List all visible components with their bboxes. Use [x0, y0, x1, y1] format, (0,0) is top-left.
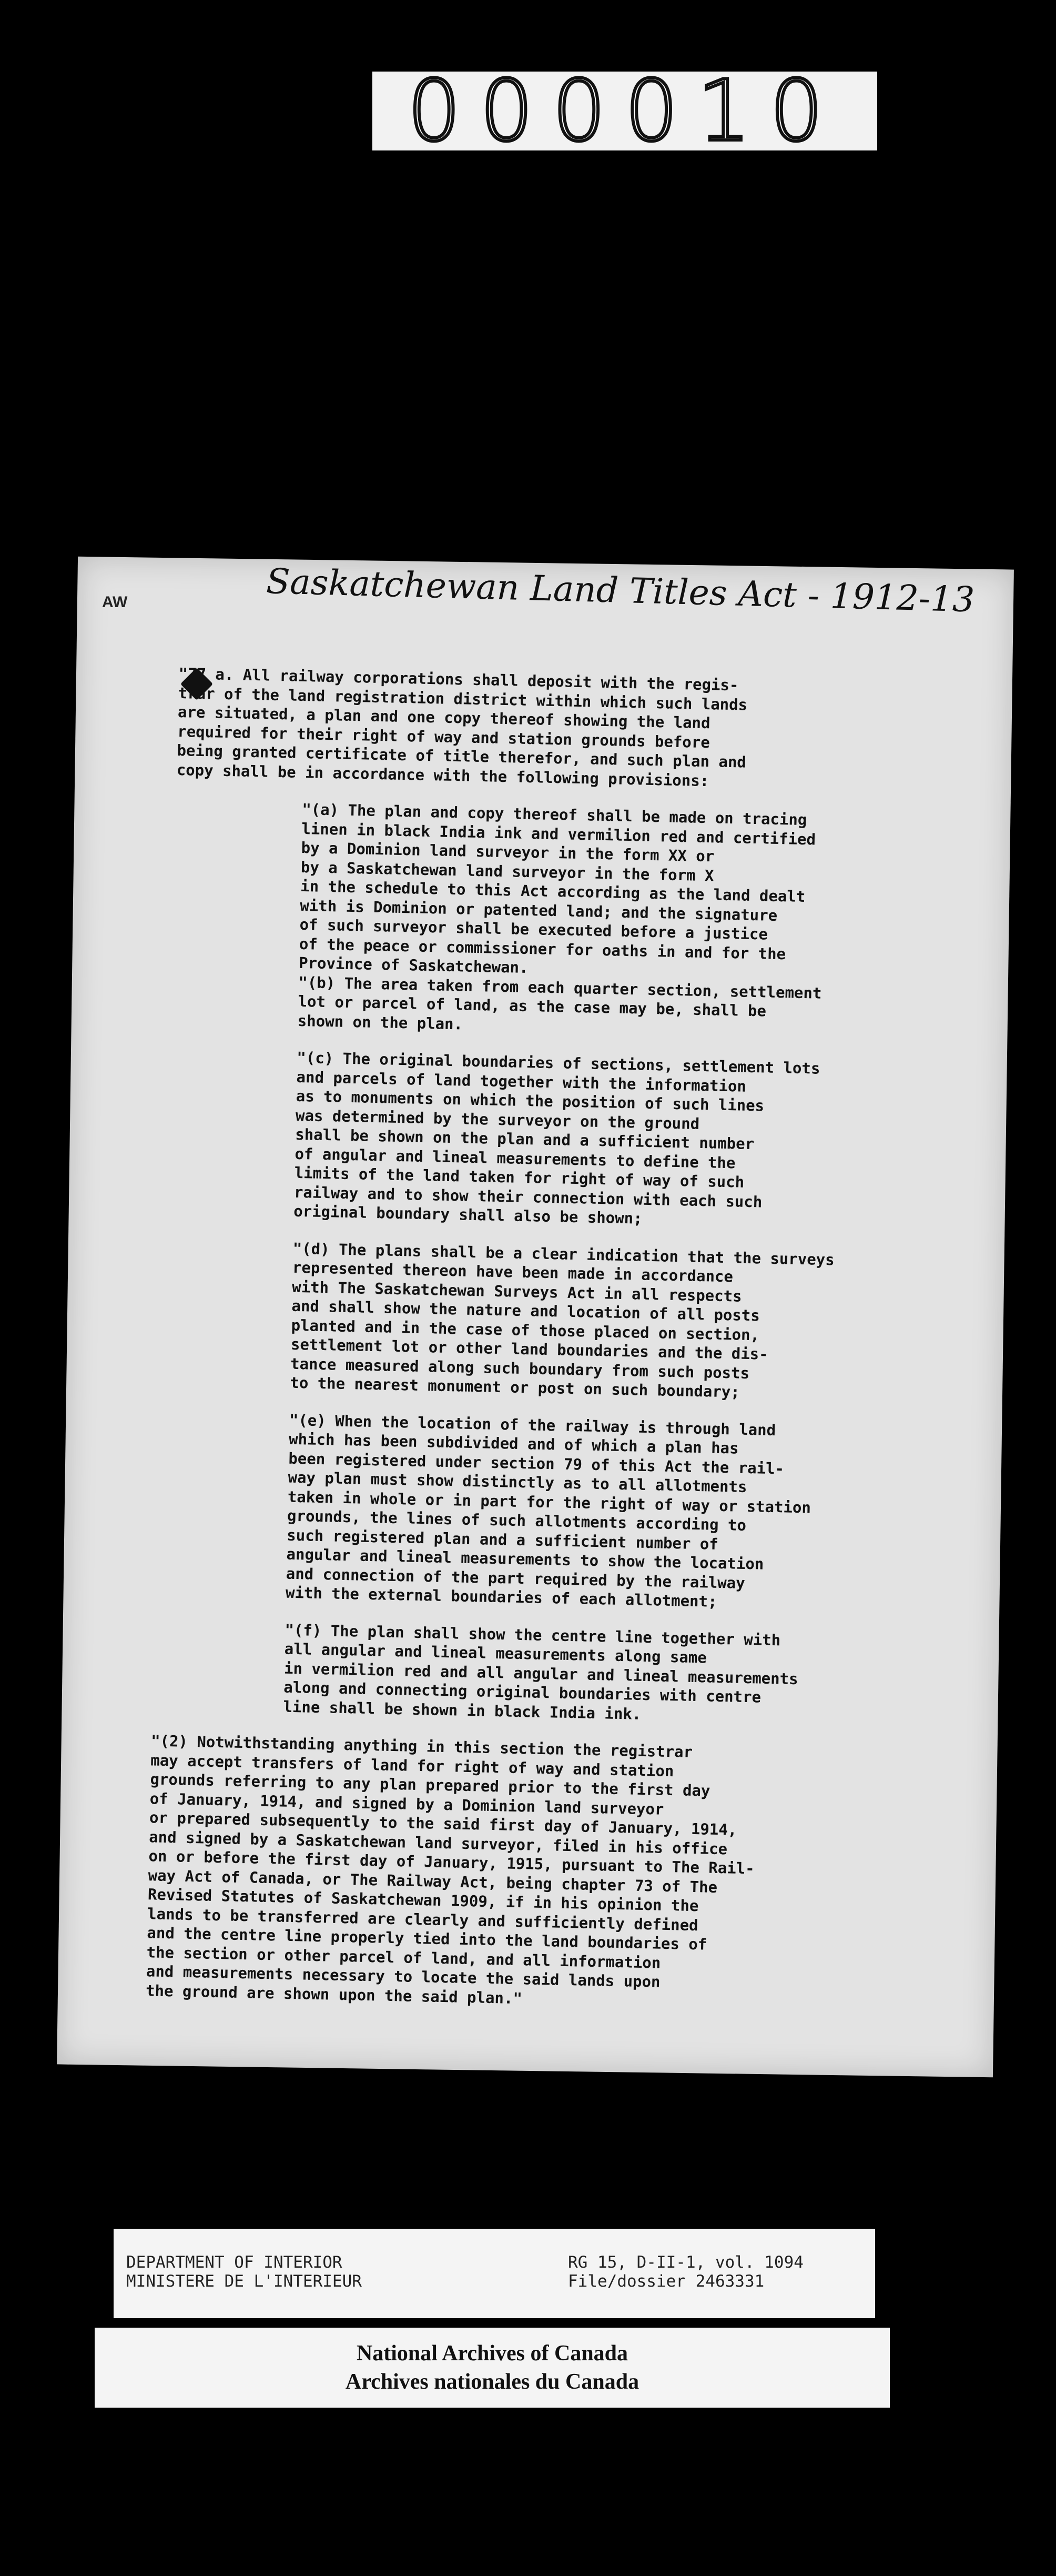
department-en: DEPARTMENT OF INTERIOR — [126, 2253, 342, 2272]
archives-bar — [95, 2328, 890, 2408]
initials: AW — [102, 593, 128, 611]
frame-counter — [372, 62, 877, 160]
clause-d: "(d) The plans shall be a clear indication that the surveys represented thereon have been made in accordance with The Saskatchewan Surveys Act in all respects and shall show the nature and location of all posts planted and in the case of those placed on section, settlement lot or other land boundaries and the dis- tance measured along such boundary from such posts to the nearest monument or post on such boundary; — [290, 1239, 835, 1401]
subsection-2: "(2) Notwithstanding anything in this section the registrar may accept transfers of land for right of way and station grounds referring to any plan prepared prior to the first day of January, 1914, and signed by a Dominion land surveyor or prepared subsequently to the said first day of January, 1914, and signed by a Saskatchewan land surveyor, filed in his office on or before the first day of January, 1915, pursuant to The Rail- way Act of Canada, or The Railway Act, being chapter 73 of The Revised Statutes of Saskatchewan 1909, if in his opinion the lands to be transferred are clearly and sufficiently defined and the centre line properly tied into the land boundaries of the section or other parcel of land, and all information and measurements necessary to locate the said lands upon the ground are shown upon the said plan." — [145, 1732, 755, 2007]
department-fr: MINISTERE DE L'INTERIEUR — [126, 2272, 362, 2291]
record-group: RG 15, D-II-1, vol. 1094 — [568, 2253, 804, 2272]
file-number: File/dossier 2463331 — [568, 2272, 765, 2291]
archives-en: National Archives of Canada — [356, 2341, 628, 2366]
clause-f: "(f) The plan shall show the centre line together with all angular and lineal measurements along same in vermilion red and all angular and lineal measurements along and connecting original boundaries with centre line shall be shown in black India ink. — [283, 1621, 798, 1723]
handwritten-title: Saskatchewan Land Titles Act - 1912-13 — [266, 561, 976, 620]
clause-e: "(e) When the location of the railway is through land which has been subdivided and of which a plan has been registered under section 79 of this Act the rail- way plan must show distinctly as to all allotments taken in whole or in part for the right of way or station grounds, the lines of such allotments according to such registered plan and a sufficient number of angular and lineal measurements to show the location and connection of the part required by the railway with the external boundaries of each allotment; — [285, 1411, 811, 1611]
archives-fr: Archives nationales du Canada — [345, 2370, 639, 2394]
frame-number: 000010 — [407, 62, 842, 160]
clause-c: "(c) The original boundaries of sections, settlement lots and parcels of land together with the information as to monuments on which the position of such lines was determined by the surveyor on the ground shall be shown on the plan and a sufficient number of angular and lineal measurements to define the limits of the land taken for right of way of such railway and to show their connection with each such original boundary shall also be shown; — [293, 1048, 820, 1227]
reference-bar — [114, 2229, 875, 2318]
document-body — [145, 664, 862, 2032]
clause-a-b: "(a) The plan and copy thereof shall be made on tracing linen in black India ink and vermilion red and certified by a Dominion land surveyor in the form XX or by a Saskatchewan land surveyor in the form X in the schedule to this Act according as the land dealt with is Dominion or patented land; and the signature of such surveyor shall be executed before a justice of the peace or commissioner for oaths in and for the Province of Saskatchewan. "(b) The area taken from each quarter section, settlement lot or parcel of land, as the case may be, shall be shown on the plan. — [297, 800, 822, 1033]
section-77a: "77 a. All railway corporations shall deposit with the regis- trar of the land registration district within which such lands are situated, a plan and one copy thereof showing the land required for their right of way and station grounds before being granted certificate of title therefor, and such plan and copy shall be in accordance with the following provisions: — [176, 664, 748, 790]
